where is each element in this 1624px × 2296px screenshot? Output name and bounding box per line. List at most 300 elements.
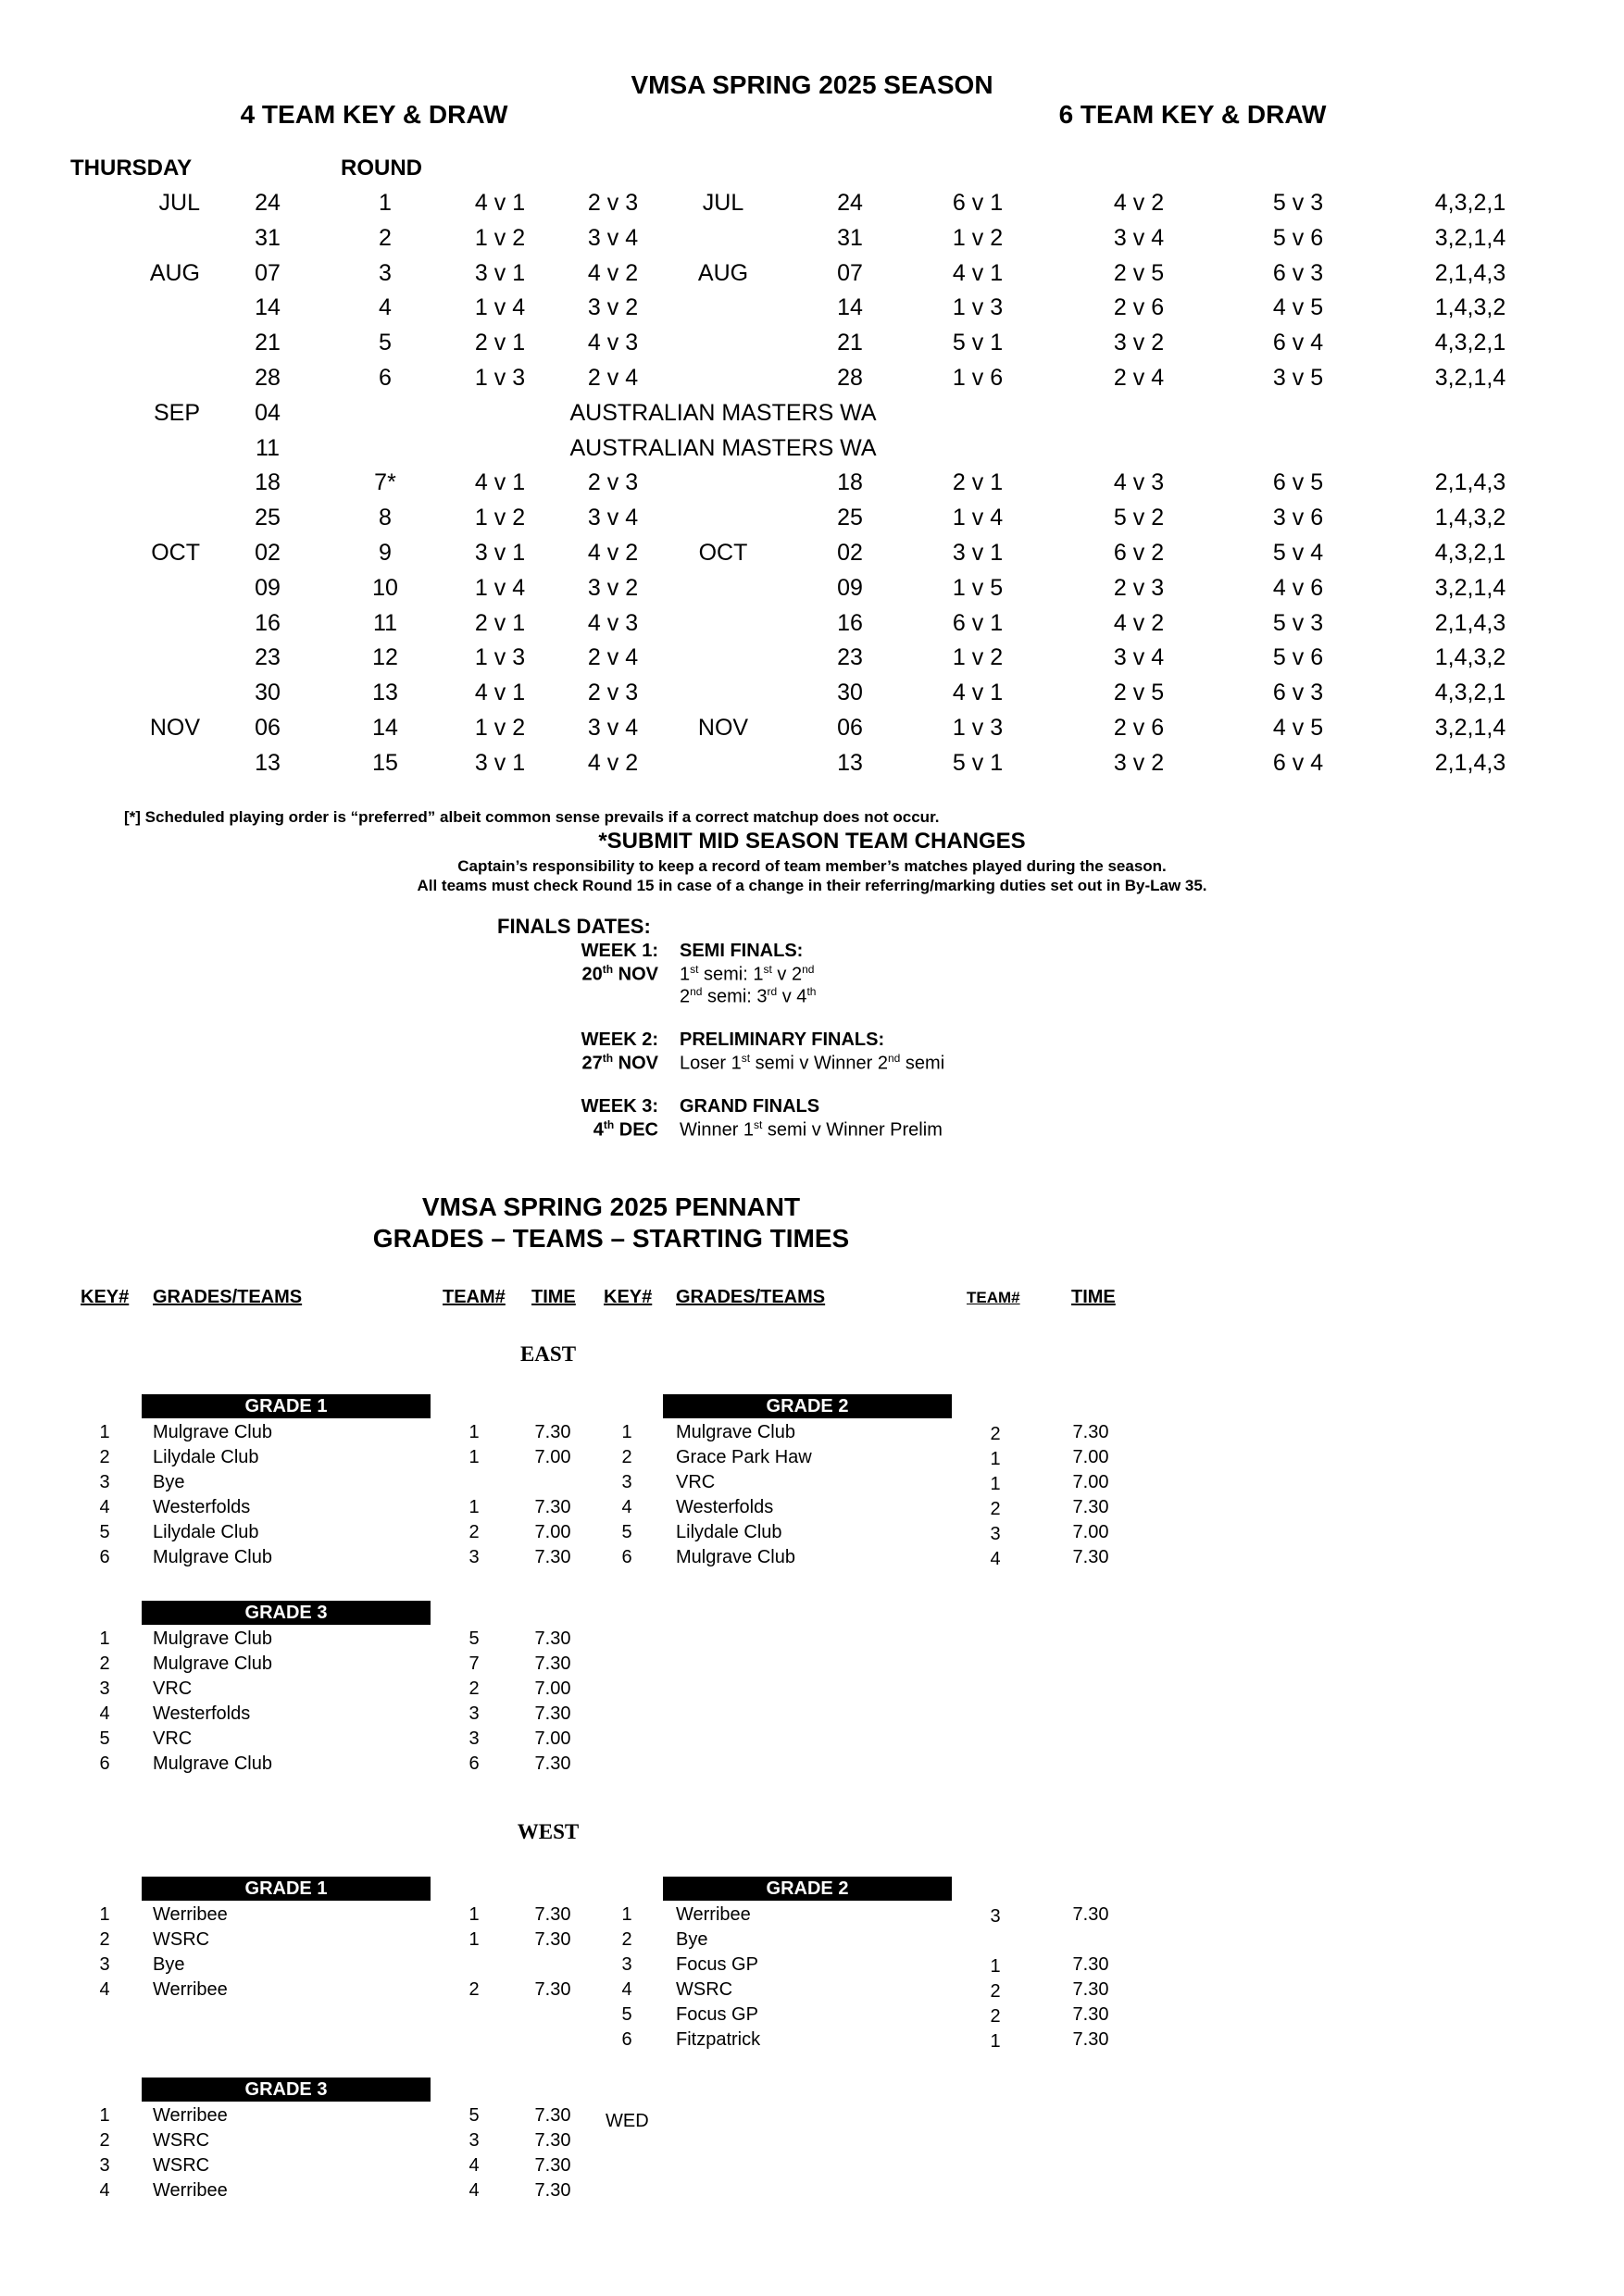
grade-row-key: 4: [99, 1703, 110, 1724]
hdr-time-2: TIME: [1071, 1287, 1116, 1307]
draw-6team-match-b: 2 v 3: [1113, 574, 1165, 601]
grade-row-time: 7.00: [534, 1522, 571, 1542]
grade-row-team: WSRC: [676, 1979, 733, 2000]
draw-4team-match-a: 3 v 1: [474, 259, 526, 286]
grade-row-team-number: 3: [468, 1547, 480, 1567]
grade-row-team: VRC: [676, 1472, 716, 1492]
draw-round: 7*: [374, 469, 396, 496]
grade-row-team-number: 6: [468, 1753, 480, 1774]
grade-row-time: 7.30: [534, 2130, 571, 2151]
draw-4team-match-b: 2 v 4: [587, 365, 639, 391]
draw-6team-match-a: 2 v 1: [952, 469, 1004, 496]
draw-date: 30: [255, 680, 281, 706]
grade-row-team: VRC: [153, 1728, 193, 1749]
draw-playing-order: 3,2,1,4: [1434, 715, 1506, 741]
grade-header-bar: GRADE 2: [663, 1394, 952, 1418]
grade-row-time: 7.30: [1072, 1979, 1109, 2000]
draw-6team-date: 02: [837, 540, 863, 566]
draw-date: 04: [255, 399, 281, 426]
grade-row-key: 5: [621, 1522, 632, 1542]
draw-date: 31: [255, 224, 281, 251]
draw-round: 10: [372, 574, 398, 601]
finals-heading: FINALS DATES:: [497, 915, 651, 938]
wed-label: WED: [606, 2111, 649, 2131]
draw-6team-match-b: 5 v 2: [1113, 505, 1165, 531]
draw-6team-match-b: 4 v 2: [1113, 190, 1165, 216]
grade-row-time: 7.00: [1072, 1522, 1109, 1542]
week3-date: 4th DEC: [593, 1118, 658, 1141]
grade-header-bar: GRADE 3: [142, 2078, 431, 2102]
draw-6team-match-a: 5 v 1: [952, 330, 1004, 356]
grade-row-key: 3: [621, 1472, 632, 1492]
draw-month: JUL: [158, 190, 200, 216]
draw-round: 15: [372, 749, 398, 776]
captain-note: Captain’s responsibility to keep a record of team member’s matches played during the season.: [457, 857, 1167, 875]
draw-round: 9: [379, 540, 392, 566]
draw-date: 24: [255, 190, 281, 216]
draw-6team-match-a: 6 v 1: [952, 609, 1004, 636]
grade-row-team: Focus GP: [676, 1954, 758, 1975]
draw-playing-order: 1,4,3,2: [1434, 644, 1506, 671]
grade-row-key: 5: [99, 1728, 110, 1749]
grade-row-key: 3: [99, 1472, 110, 1492]
grade-row-time: 7.30: [534, 1497, 571, 1517]
draw-6team-match-c: 5 v 4: [1272, 540, 1324, 566]
draw-4team-match-b: 2 v 3: [587, 469, 639, 496]
draw-6team-match-c: 6 v 3: [1272, 259, 1324, 286]
semi-finals-title: SEMI FINALS:: [680, 941, 804, 961]
draw-6team-match-b: 4 v 3: [1113, 469, 1165, 496]
draw-playing-order: 4,3,2,1: [1434, 540, 1506, 566]
draw-round: 13: [372, 680, 398, 706]
draw-6team-match-b: 3 v 4: [1113, 644, 1165, 671]
draw-6team-match-c: 4 v 5: [1272, 294, 1324, 321]
grade-row-key: 6: [621, 1547, 632, 1567]
draw-4team-match-a: 1 v 3: [474, 644, 526, 671]
week2-date: 27th NOV: [581, 1052, 658, 1074]
draw-4team-match-a: 4 v 1: [474, 680, 526, 706]
draw-6team-date: 28: [837, 365, 863, 391]
draw-4team-match-b: 4 v 3: [587, 609, 639, 636]
grade-row-team: Bye: [676, 1929, 708, 1950]
grade-row-team-number: 1: [990, 1956, 1001, 1977]
grade-row-time: 7.30: [534, 1703, 571, 1724]
prelim-text: Loser 1st semi v Winner 2nd semi: [680, 1052, 945, 1074]
grade-row-team-number: 1: [468, 1497, 480, 1517]
hdr-team-2: TEAM#: [967, 1289, 1020, 1306]
grade-row-team-number: 2: [468, 1522, 480, 1542]
draw-month: SEP: [153, 399, 200, 426]
grade-row-key: 6: [621, 2029, 632, 2050]
semi2-text: 2nd semi: 3rd v 4th: [680, 985, 817, 1007]
col-header-round: ROUND: [341, 156, 422, 181]
draw-6team-date: 30: [837, 680, 863, 706]
draw-playing-order: 4,3,2,1: [1434, 330, 1506, 356]
grade-row-key: 1: [99, 1904, 110, 1925]
grade-row-time: 7.30: [534, 2155, 571, 2176]
draw-6team-match-c: 6 v 4: [1272, 330, 1324, 356]
grade-row-team-number: 3: [468, 1703, 480, 1724]
hdr-key: KEY#: [81, 1287, 130, 1307]
week3-label: WEEK 3:: [581, 1096, 658, 1117]
grade-row-team: Werribee: [153, 1979, 228, 2000]
grade-row-key: 2: [99, 1929, 110, 1950]
draw-6team-date: 06: [837, 715, 863, 741]
draw-6team-month: AUG: [697, 259, 749, 286]
grade-row-team: Westerfolds: [153, 1497, 251, 1517]
draw-6team-date: 23: [837, 644, 863, 671]
grade-row-team: Lilydale Club: [676, 1522, 782, 1542]
grade-row-key: 1: [99, 1422, 110, 1442]
draw-playing-order: 2,1,4,3: [1434, 259, 1506, 286]
draw-date: 25: [255, 505, 281, 531]
grade-row-time: 7.30: [534, 2180, 571, 2201]
draw-6team-date: 16: [837, 609, 863, 636]
draw-6team-match-a: 1 v 3: [952, 294, 1004, 321]
grade-row-key: 4: [621, 1979, 632, 2000]
grade-header-bar: GRADE 3: [142, 1601, 431, 1625]
draw-4team-match-a: 4 v 1: [474, 469, 526, 496]
grade-row-team-number: 2: [990, 1424, 1001, 1444]
draw-4team-match-b: 3 v 2: [587, 574, 639, 601]
draw-4team-match-a: 3 v 1: [474, 749, 526, 776]
grade-row-team-number: 2: [990, 1499, 1001, 1519]
draw-6team-date: 13: [837, 749, 863, 776]
draw-6team-match-c: 6 v 4: [1272, 749, 1324, 776]
grade-row-team: Werribee: [153, 2105, 228, 2126]
grade-row-key: 4: [99, 1497, 110, 1517]
draw-6team-match-b: 4 v 2: [1113, 609, 1165, 636]
grade-header-bar: GRADE 2: [663, 1877, 952, 1901]
draw-6team-date: 18: [837, 469, 863, 496]
draw-date: 14: [255, 294, 281, 321]
draw-4team-match-b: 4 v 2: [587, 749, 639, 776]
grade-row-team-number: 2: [468, 1979, 480, 2000]
draw-4team-match-b: 3 v 4: [587, 715, 639, 741]
week1-label: WEEK 1:: [581, 941, 658, 961]
grade-row-time: 7.30: [534, 1653, 571, 1674]
draw-playing-order: 4,3,2,1: [1434, 680, 1506, 706]
draw-playing-order: 4,3,2,1: [1434, 190, 1506, 216]
draw-date: 13: [255, 749, 281, 776]
draw-6team-date: 31: [837, 224, 863, 251]
grade-row-team-number: 3: [990, 1524, 1001, 1544]
draw-4team-match-a: 2 v 1: [474, 609, 526, 636]
grade-row-time: 7.00: [534, 1678, 571, 1699]
draw-4team-match-b: 3 v 4: [587, 505, 639, 531]
grade-row-key: 4: [99, 1979, 110, 2000]
draw-6team-match-a: 4 v 1: [952, 259, 1004, 286]
hdr-team: TEAM#: [443, 1287, 506, 1307]
draw-date: 07: [255, 259, 281, 286]
grade-row-key: 5: [99, 1522, 110, 1542]
draw-date: 02: [255, 540, 281, 566]
draw-playing-order: 2,1,4,3: [1434, 749, 1506, 776]
draw-playing-order: 3,2,1,4: [1434, 224, 1506, 251]
pennant-title: VMSA SPRING 2025 PENNANT: [421, 1192, 801, 1221]
draw-4team-match-a: 3 v 1: [474, 540, 526, 566]
draw-6team-match-c: 6 v 3: [1272, 680, 1324, 706]
draw-4team-match-b: 2 v 3: [587, 190, 639, 216]
draw-date: 09: [255, 574, 281, 601]
draw-6team-match-b: 6 v 2: [1113, 540, 1165, 566]
grade-row-team: WSRC: [153, 1929, 210, 1950]
grade-row-key: 2: [99, 2130, 110, 2151]
grade-row-team-number: 3: [990, 1906, 1001, 1927]
draw-6team-month: JUL: [702, 190, 744, 216]
draw-event-note: AUSTRALIAN MASTERS WA: [569, 399, 877, 426]
grade-row-team-number: 1: [468, 1904, 480, 1925]
grade-row-key: 6: [99, 1753, 110, 1774]
semi1-text: 1st semi: 1st v 2nd: [680, 963, 815, 985]
draw-4team-match-a: 1 v 3: [474, 365, 526, 391]
draw-4team-match-a: 1 v 4: [474, 294, 526, 321]
draw-playing-order: 1,4,3,2: [1434, 505, 1506, 531]
draw-playing-order: 1,4,3,2: [1434, 294, 1506, 321]
grade-row-team: WSRC: [153, 2155, 210, 2176]
grade-header-bar: GRADE 1: [142, 1877, 431, 1901]
draw-6team-match-c: 3 v 5: [1272, 365, 1324, 391]
draw-6team-match-c: 5 v 3: [1272, 190, 1324, 216]
grade-row-key: 4: [621, 1497, 632, 1517]
grade-row-team-number: 3: [468, 1728, 480, 1749]
draw-month: NOV: [149, 715, 200, 741]
hdr-grades-2: GRADES/TEAMS: [676, 1287, 826, 1307]
grade-row-team: Lilydale Club: [153, 1522, 259, 1542]
grade-row-team: Bye: [153, 1954, 185, 1975]
draw-6team-match-c: 5 v 3: [1272, 609, 1324, 636]
grade-row-team: Mulgrave Club: [153, 1653, 272, 1674]
grade-row-team: VRC: [153, 1678, 193, 1699]
grade-row-team: Mulgrave Club: [153, 1422, 272, 1442]
grade-row-time: 7.30: [534, 1904, 571, 1925]
draw-6team-match-b: 2 v 5: [1113, 680, 1165, 706]
draw-6team-match-c: 4 v 5: [1272, 715, 1324, 741]
grade-row-team: Westerfolds: [153, 1703, 251, 1724]
grade-row-team: Mulgrave Club: [153, 1547, 272, 1567]
grade-row-team: Bye: [153, 1472, 185, 1492]
west-label: WEST: [517, 1820, 580, 1843]
grade-row-team-number: 1: [990, 2031, 1001, 2052]
draw-4team-match-a: 1 v 2: [474, 224, 526, 251]
grand-finals-title: GRAND FINALS: [680, 1096, 820, 1117]
grade-row-team: Mulgrave Club: [153, 1753, 272, 1774]
draw-6team-month: NOV: [697, 715, 749, 741]
grade-row-time: 7.30: [534, 1929, 571, 1950]
draw-6team-match-a: 6 v 1: [952, 190, 1004, 216]
grade-row-team: Grace Park Haw: [676, 1447, 812, 1467]
week2-label: WEEK 2:: [581, 1029, 658, 1050]
draw-playing-order: 3,2,1,4: [1434, 365, 1506, 391]
draw-6team-date: 07: [837, 259, 863, 286]
grade-header-bar: GRADE 1: [142, 1394, 431, 1418]
four-team-title: 4 TEAM KEY & DRAW: [240, 100, 508, 129]
draw-playing-order: 2,1,4,3: [1434, 469, 1506, 496]
draw-6team-match-c: 6 v 5: [1272, 469, 1324, 496]
grade-row-team-number: 2: [468, 1678, 480, 1699]
grade-row-key: 3: [621, 1954, 632, 1975]
draw-round: 14: [372, 715, 398, 741]
grade-row-team-number: 4: [990, 1549, 1001, 1569]
grade-row-time: 7.00: [534, 1447, 571, 1467]
grade-row-key: 3: [99, 2155, 110, 2176]
draw-6team-match-c: 5 v 6: [1272, 224, 1324, 251]
grade-row-team-number: 4: [468, 2180, 480, 2201]
draw-6team-match-b: 3 v 2: [1113, 749, 1165, 776]
draw-date: 16: [255, 609, 281, 636]
draw-6team-match-a: 4 v 1: [952, 680, 1004, 706]
hdr-grades: GRADES/TEAMS: [153, 1287, 303, 1307]
draw-4team-match-b: 4 v 2: [587, 540, 639, 566]
draw-4team-match-a: 4 v 1: [474, 190, 526, 216]
grade-row-key: 1: [621, 1904, 632, 1925]
draw-6team-match-a: 3 v 1: [952, 540, 1004, 566]
grade-row-time: 7.30: [534, 1753, 571, 1774]
draw-4team-match-b: 2 v 3: [587, 680, 639, 706]
grade-row-team-number: 1: [990, 1449, 1001, 1469]
draw-4team-match-b: 2 v 4: [587, 644, 639, 671]
grade-row-team: Focus GP: [676, 2004, 758, 2025]
week1-date: 20th NOV: [581, 963, 658, 985]
draw-6team-date: 25: [837, 505, 863, 531]
draw-round: 5: [379, 330, 392, 356]
grade-row-key: 4: [99, 2180, 110, 2201]
draw-6team-match-a: 5 v 1: [952, 749, 1004, 776]
draw-round: 1: [379, 190, 392, 216]
grade-row-time: 7.30: [1072, 1904, 1109, 1925]
hdr-time: TIME: [531, 1287, 576, 1307]
draw-6team-match-b: 3 v 4: [1113, 224, 1165, 251]
grade-row-time: 7.30: [534, 1547, 571, 1567]
grade-row-time: 7.30: [1072, 1422, 1109, 1442]
draw-6team-match-a: 1 v 3: [952, 715, 1004, 741]
draw-4team-match-a: 1 v 2: [474, 715, 526, 741]
grade-row-time: 7.00: [1072, 1472, 1109, 1492]
season-title: VMSA SPRING 2025 SEASON: [631, 70, 993, 99]
draw-6team-match-a: 1 v 6: [952, 365, 1004, 391]
grade-row-team-number: 5: [468, 2105, 480, 2126]
draw-month: AUG: [149, 259, 200, 286]
grade-row-team-number: 1: [468, 1929, 480, 1950]
draw-month: OCT: [151, 540, 200, 566]
draw-date: 06: [255, 715, 281, 741]
grade-row-team-number: 2: [990, 2006, 1001, 2027]
grade-row-time: 7.30: [534, 1979, 571, 2000]
grade-row-key: 2: [621, 1929, 632, 1950]
grade-row-team: Fitzpatrick: [676, 2029, 761, 2050]
draw-6team-match-b: 2 v 4: [1113, 365, 1165, 391]
grade-row-team-number: 1: [468, 1447, 480, 1467]
grade-row-key: 5: [621, 2004, 632, 2025]
grade-row-team-number: 2: [990, 1981, 1001, 2002]
grade-row-team: Werribee: [153, 2180, 228, 2201]
grade-row-key: 6: [99, 1547, 110, 1567]
grade-row-time: 7.30: [1072, 1954, 1109, 1975]
grade-row-team: Mulgrave Club: [153, 1628, 272, 1649]
grade-row-time: 7.00: [534, 1728, 571, 1749]
draw-4team-match-a: 1 v 2: [474, 505, 526, 531]
grade-row-team: Werribee: [153, 1904, 228, 1925]
draw-date: 28: [255, 365, 281, 391]
draw-date: 18: [255, 469, 281, 496]
draw-round: 2: [379, 224, 392, 251]
draw-date: 23: [255, 644, 281, 671]
draw-date: 21: [255, 330, 281, 356]
draw-event-note: AUSTRALIAN MASTERS WA: [569, 434, 877, 461]
grade-row-key: 2: [99, 1447, 110, 1467]
draw-6team-match-b: 3 v 2: [1113, 330, 1165, 356]
draw-round: 3: [379, 259, 392, 286]
grade-row-team: Westerfolds: [676, 1497, 774, 1517]
submit-changes-note: *SUBMIT MID SEASON TEAM CHANGES: [598, 829, 1026, 854]
draw-round: 8: [379, 505, 392, 531]
grade-row-time: 7.30: [1072, 1547, 1109, 1567]
grade-row-team: Mulgrave Club: [676, 1422, 795, 1442]
draw-date: 11: [256, 434, 280, 461]
draw-6team-match-b: 2 v 6: [1113, 715, 1165, 741]
grade-row-time: 7.00: [1072, 1447, 1109, 1467]
draw-4team-match-b: 4 v 2: [587, 259, 639, 286]
grade-row-key: 3: [99, 1678, 110, 1699]
grade-row-team-number: 1: [990, 1474, 1001, 1494]
draw-6team-match-c: 5 v 6: [1272, 644, 1324, 671]
draw-6team-match-b: 2 v 5: [1113, 259, 1165, 286]
grade-row-time: 7.30: [534, 1422, 571, 1442]
grade-row-key: 2: [621, 1447, 632, 1467]
east-label: EAST: [519, 1342, 577, 1366]
draw-6team-date: 09: [837, 574, 863, 601]
draw-4team-match-b: 4 v 3: [587, 330, 639, 356]
draw-round: 11: [373, 609, 397, 636]
grand-text: Winner 1st semi v Winner Prelim: [680, 1118, 943, 1141]
grade-row-team-number: 4: [468, 2155, 480, 2176]
col-header-thursday: THURSDAY: [70, 156, 193, 181]
grade-row-key: 1: [621, 1422, 632, 1442]
grade-row-team: WSRC: [153, 2130, 210, 2151]
draw-6team-match-b: 2 v 6: [1113, 294, 1165, 321]
prelim-finals-title: PRELIMINARY FINALS:: [680, 1029, 885, 1050]
grade-row-team-number: 3: [468, 2130, 480, 2151]
draw-playing-order: 2,1,4,3: [1434, 609, 1506, 636]
draw-6team-match-a: 1 v 2: [952, 224, 1004, 251]
grade-row-team: Lilydale Club: [153, 1447, 259, 1467]
draw-6team-match-a: 1 v 5: [952, 574, 1004, 601]
draw-6team-date: 24: [837, 190, 863, 216]
draw-6team-match-c: 4 v 6: [1272, 574, 1324, 601]
draw-6team-date: 21: [837, 330, 863, 356]
grade-row-time: 7.30: [534, 1628, 571, 1649]
grade-row-key: 1: [99, 1628, 110, 1649]
draw-round: 6: [379, 365, 392, 391]
draw-4team-match-a: 1 v 4: [474, 574, 526, 601]
draw-4team-match-b: 3 v 2: [587, 294, 639, 321]
draw-6team-match-c: 3 v 6: [1272, 505, 1324, 531]
draw-6team-date: 14: [837, 294, 863, 321]
draw-4team-match-b: 3 v 4: [587, 224, 639, 251]
draw-6team-match-a: 1 v 2: [952, 644, 1004, 671]
round15-note: All teams must check Round 15 in case of a change in their referring/marking duties set out in By-Law 35.: [417, 877, 1207, 894]
draw-6team-match-a: 1 v 4: [952, 505, 1004, 531]
grade-row-team-number: 1: [468, 1422, 480, 1442]
grade-row-time: 7.30: [534, 2105, 571, 2126]
grade-row-team-number: 5: [468, 1628, 480, 1649]
draw-4team-match-a: 2 v 1: [474, 330, 526, 356]
draw-round: 4: [379, 294, 392, 321]
draw-6team-month: OCT: [698, 540, 748, 566]
hdr-key-2: KEY#: [604, 1287, 653, 1307]
grade-row-team-number: 7: [468, 1653, 480, 1674]
grade-row-time: 7.30: [1072, 2029, 1109, 2050]
